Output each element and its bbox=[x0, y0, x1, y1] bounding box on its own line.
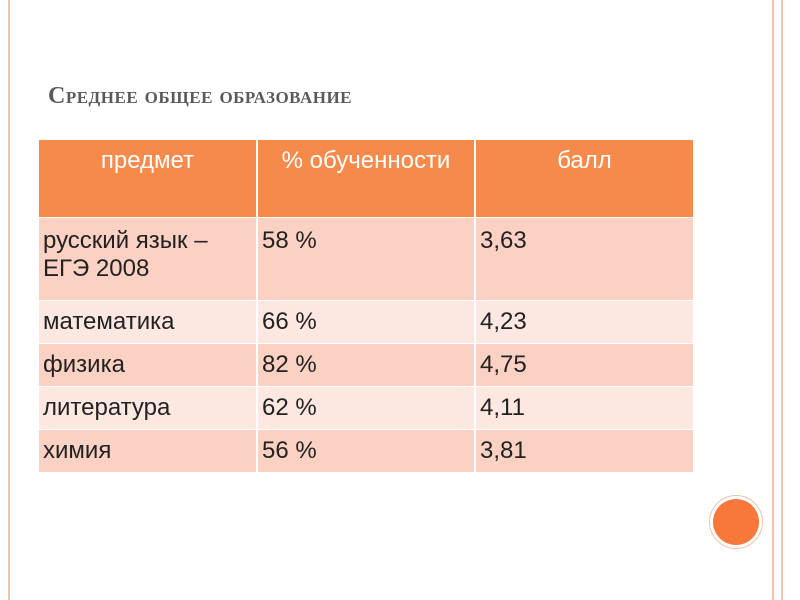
table-row bbox=[39, 343, 693, 386]
cell-score: 3,63 bbox=[475, 217, 693, 300]
results-table bbox=[39, 140, 693, 472]
frame-line-left bbox=[8, 0, 10, 600]
cell-percent: 58 % bbox=[257, 217, 475, 300]
table-row bbox=[39, 386, 693, 429]
table-row bbox=[39, 217, 693, 300]
slide-title: Среднее общее образование bbox=[48, 83, 353, 109]
cell-score: 4,23 bbox=[475, 300, 693, 343]
header-subject: предмет bbox=[39, 140, 257, 217]
cell-score: 4,11 bbox=[475, 386, 693, 429]
table-header-row bbox=[39, 140, 693, 217]
header-learning-percent: % обученности bbox=[257, 140, 475, 217]
header-score: балл bbox=[475, 140, 693, 217]
decorative-orange-circle bbox=[713, 499, 759, 545]
frame-line-right-outer bbox=[781, 0, 783, 600]
cell-percent: 66 % bbox=[257, 300, 475, 343]
cell-subject: физика bbox=[39, 343, 257, 386]
cell-subject: математика bbox=[39, 300, 257, 343]
cell-percent: 62 % bbox=[257, 386, 475, 429]
cell-percent: 56 % bbox=[257, 429, 475, 472]
table-row bbox=[39, 429, 693, 472]
cell-percent: 82 % bbox=[257, 343, 475, 386]
frame-line-right-inner bbox=[772, 0, 774, 600]
cell-subject: литература bbox=[39, 386, 257, 429]
cell-score: 3,81 bbox=[475, 429, 693, 472]
cell-subject: химия bbox=[39, 429, 257, 472]
cell-score: 4,75 bbox=[475, 343, 693, 386]
table-row bbox=[39, 300, 693, 343]
cell-subject: русский язык – ЕГЭ 2008 bbox=[39, 217, 257, 300]
